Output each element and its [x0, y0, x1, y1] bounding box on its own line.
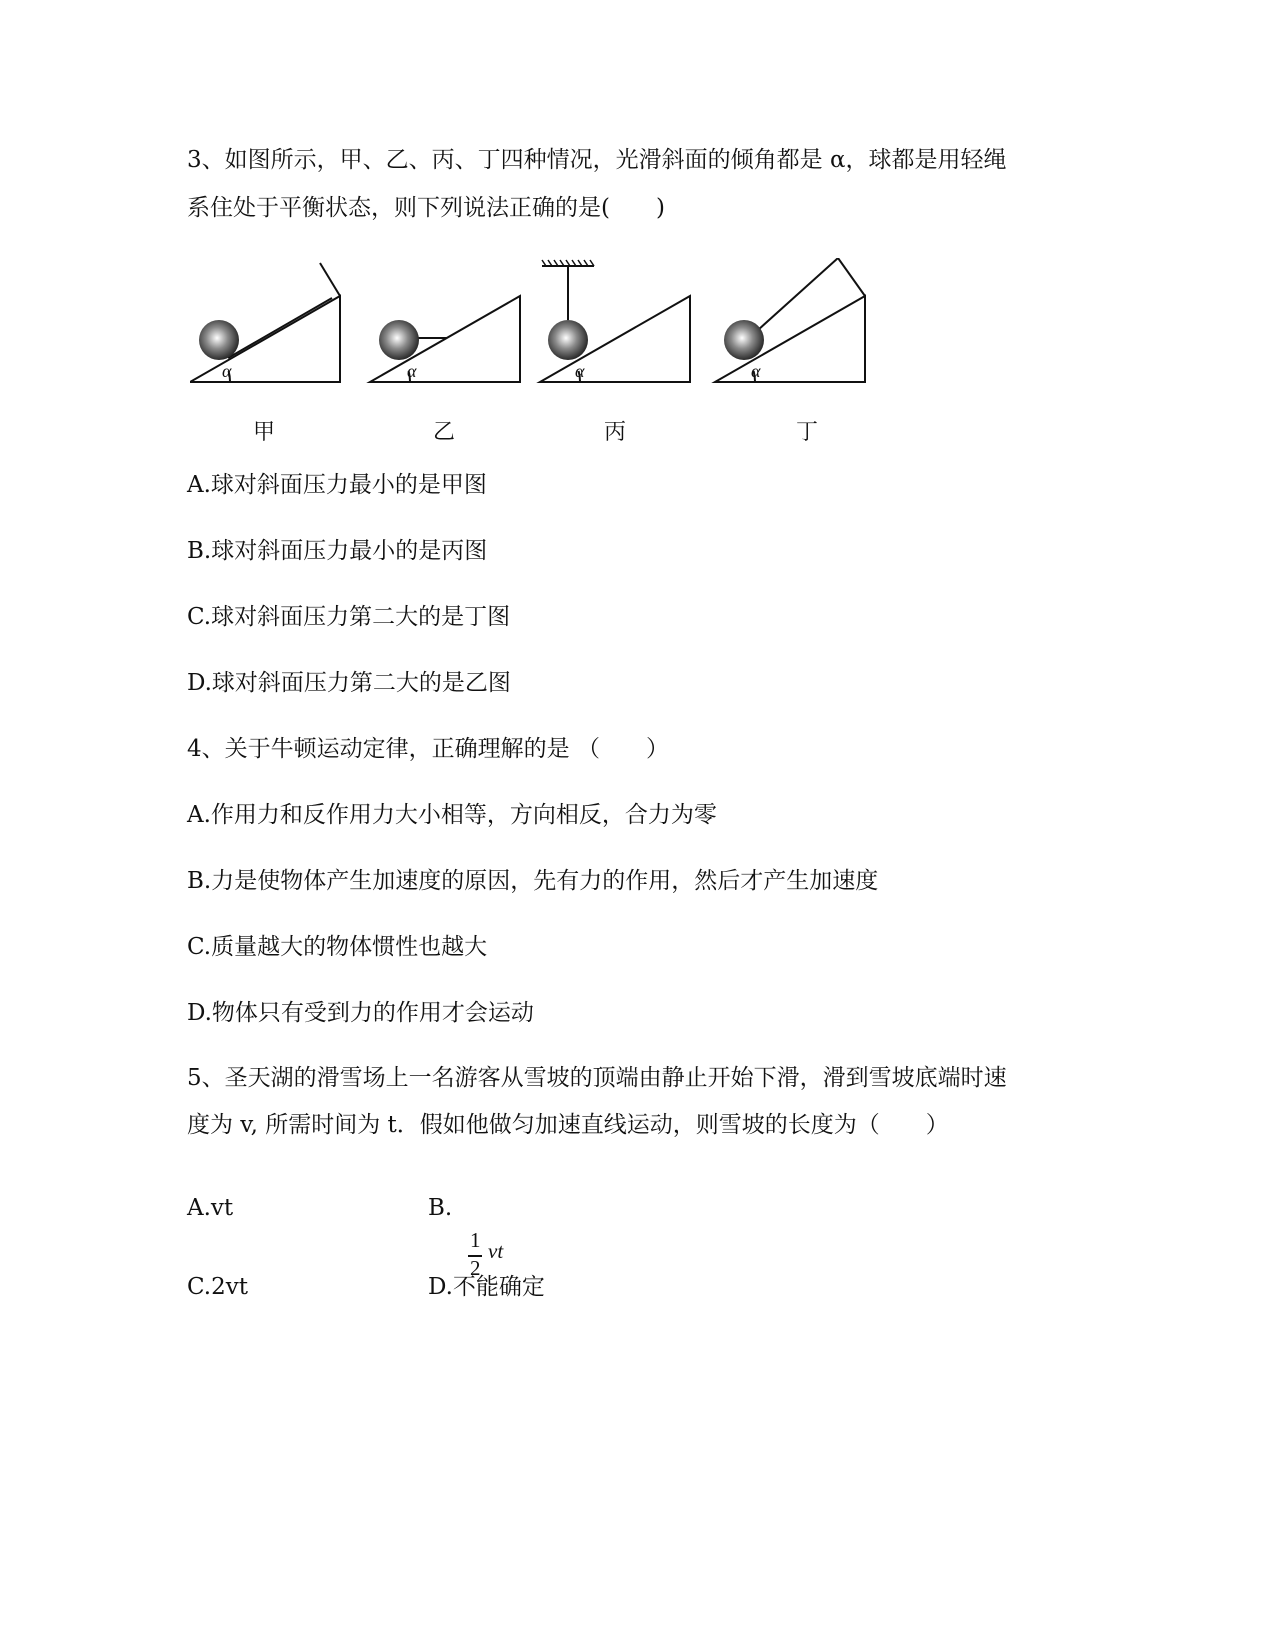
- q5-stem-line1: 5、圣天湖的滑雪场上一名游客从雪坡的顶端由静止开始下滑，滑到雪坡底端时速: [187, 1065, 1007, 1091]
- wall-jia: [320, 263, 340, 296]
- angle-label-bing: α: [575, 361, 585, 381]
- q3-option-d: D.球对斜面压力第二大的是乙图: [187, 670, 511, 696]
- fraction-denominator: 2: [470, 1256, 481, 1280]
- q4-stem: 4、关于牛顿运动定律，正确理解的是 （ ）: [187, 736, 669, 762]
- q5-option-d: D.不能确定: [428, 1274, 545, 1300]
- caption-ding: 丁: [795, 420, 818, 445]
- q5-option-a: A.vt: [187, 1195, 234, 1221]
- q5-option-b-label: B.: [428, 1195, 453, 1221]
- q3-stem-line1: 3、如图所示，甲、乙、丙、丁四种情况，光滑斜面的倾角都是 α，球都是用轻绳: [187, 147, 1007, 173]
- diagram-yi: [370, 296, 520, 382]
- diagram-ding: [715, 258, 865, 382]
- fraction-numerator: 1: [470, 1228, 481, 1252]
- rope-jia: [228, 298, 332, 358]
- q4-option-a: A.作用力和反作用力大小相等，方向相反，合力为零: [187, 802, 717, 828]
- q3-option-c: C.球对斜面压力第二大的是丁图: [187, 604, 511, 630]
- ball-bing: [548, 320, 588, 360]
- wall-ding: [838, 258, 865, 296]
- q5-stem-line2: 度为 v, 所需时间为 t．假如他做匀加速直线运动，则雪坡的长度为（ ）: [187, 1112, 949, 1138]
- q3-stem-line2: 系住处于平衡状态，则下列说法正确的是( ): [187, 195, 665, 221]
- ball-yi: [379, 320, 419, 360]
- angle-label-ding: α: [751, 361, 761, 381]
- angle-label-jia: α: [222, 361, 232, 381]
- fraction-variable: vt: [488, 1239, 504, 1263]
- q4-option-d: D.物体只有受到力的作用才会运动: [187, 1000, 534, 1026]
- q5-option-c: C.2vt: [187, 1274, 248, 1300]
- angle-label-yi: α: [407, 361, 417, 381]
- caption-jia: 甲: [252, 420, 275, 445]
- q3-option-b: B.球对斜面压力最小的是丙图: [187, 538, 488, 564]
- ball-jia: [199, 320, 239, 360]
- q4-option-b: B.力是使物体产生加速度的原因，先有力的作用，然后才产生加速度: [187, 868, 879, 894]
- ball-ding: [724, 320, 764, 360]
- caption-yi: 乙: [432, 420, 455, 445]
- q3-option-a: A.球对斜面压力最小的是甲图: [187, 472, 487, 498]
- caption-bing: 丙: [603, 420, 626, 445]
- diagram-bing: [540, 260, 690, 382]
- diagram-jia: [190, 263, 340, 382]
- q4-option-c: C.质量越大的物体惯性也越大: [187, 934, 488, 960]
